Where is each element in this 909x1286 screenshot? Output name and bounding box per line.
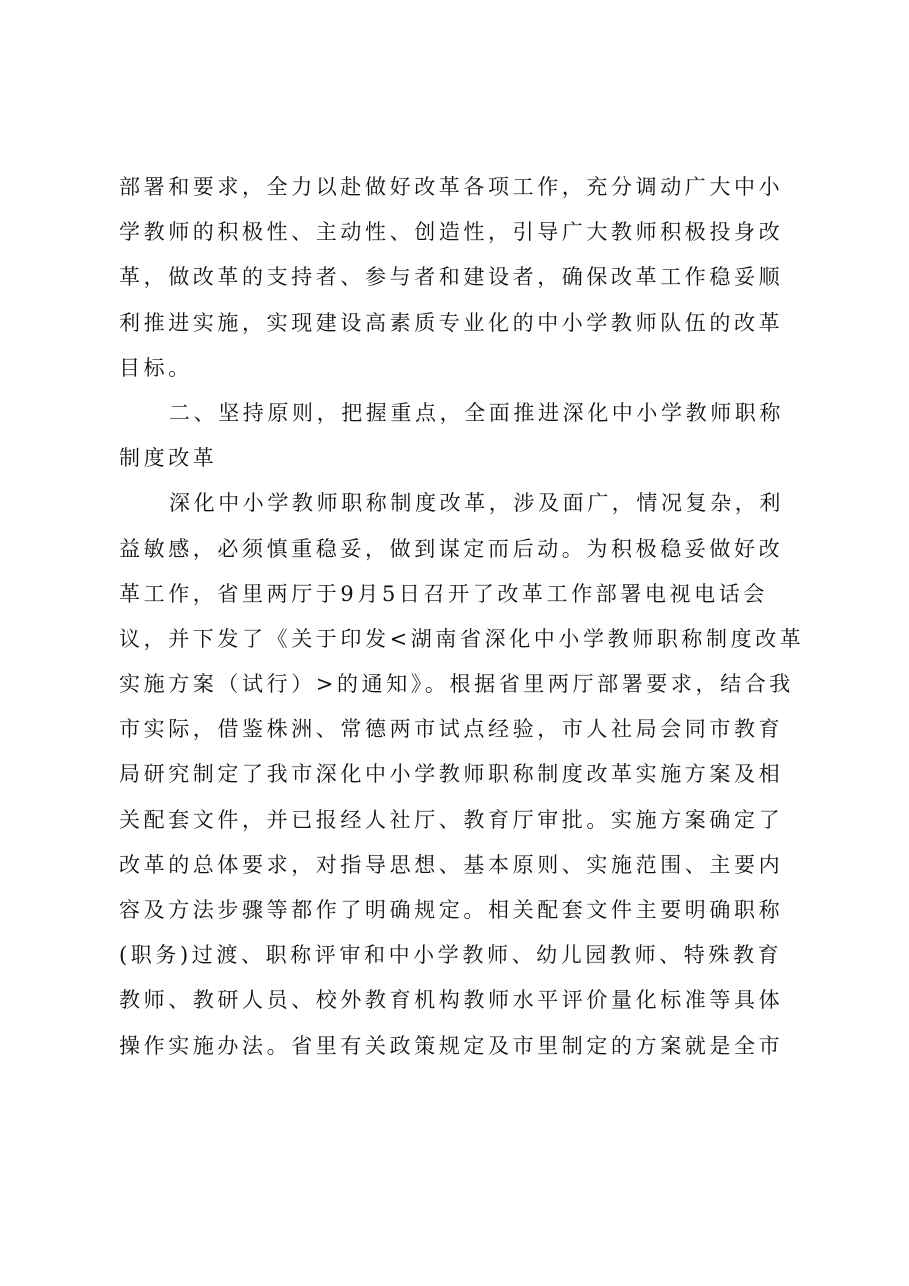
text-line: 革，做改革的支持者、参与者和建设者，确保改革工作稳妥顺 [119,265,784,290]
text-line: 深化中小学教师职称制度改革，涉及面广，情况复杂，利 [169,491,784,516]
text-line: 改革的总体要求，对指导思想、基本原则、实施范围、主要内 [119,852,784,877]
text-line: 益敏感，必须慎重稳妥，做到谋定而后动。为积极稳妥做好改 [119,536,784,561]
text-line: 教师、教研人员、校外教育机构教师水平评价量化标准等具体 [119,988,784,1013]
text-line: 目标。 [119,355,193,380]
section-heading-line: 二、坚持原则，把握重点，全面推进深化中小学教师职称 [169,400,784,425]
text-line: 操作实施办法。省里有关政策规定及市里制定的方案就是全市 [119,1033,784,1058]
section-heading-line: 制度改革 [119,446,218,471]
text-line: 部署和要求，全力以赴做好改革各项工作，充分调动广大中小 [119,175,784,199]
text-line: 关配套文件，并已报经人社厅、教育厅审批。实施方案确定了 [119,807,784,832]
document-body-text [119,165,809,1069]
text-line: 利推进实施，实现建设高素质专业化的中小学教师队伍的改革 [119,310,784,335]
text-line: 市实际，借鉴株洲、常德两市试点经验，市人社局会同市教育 [119,717,784,742]
text-line: 学教师的积极性、主动性、创造性，引导广大教师积极投身改 [119,220,784,245]
text-line: 议，并下发了《关于印发<湖南省深化中小学教师职称制度改革 [119,626,805,651]
text-line: 革工作，省里两厅于9月5日召开了改革工作部署电视电话会 [119,581,768,606]
text-line: 局研究制定了我市深化中小学教师职称制度改革实施方案及相 [119,762,784,787]
text-line: 容及方法步骤等都作了明确规定。相关配套文件主要明确职称 [119,898,784,922]
text-line: 实施方案（试行）>的通知》。根据省里两厅部署要求，结合我 [119,672,794,697]
text-line: (职务)过渡、职称评审和中小学教师、幼儿园教师、特殊教育 [119,943,783,968]
